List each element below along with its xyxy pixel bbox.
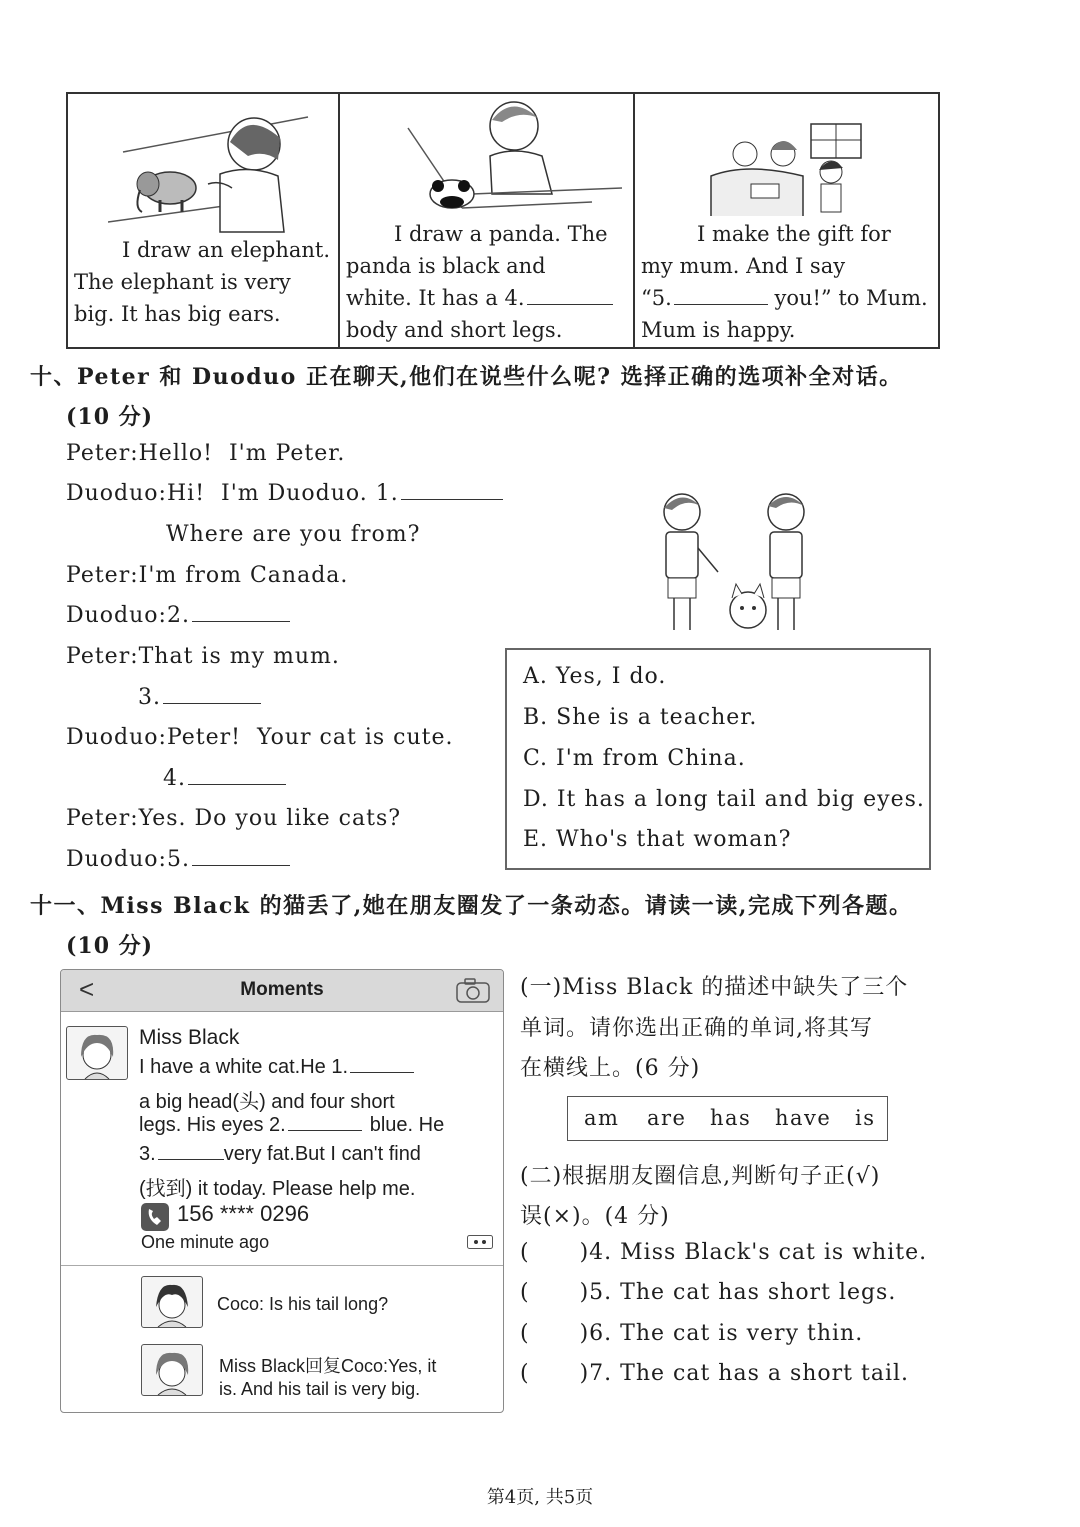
speaker-label: Duoduo: xyxy=(66,847,167,872)
story-box xyxy=(66,92,940,349)
post-time: One minute ago xyxy=(141,1232,270,1252)
dialogue-text: 5. xyxy=(166,847,190,872)
judge-answer-paren[interactable]: ( xyxy=(520,1321,530,1346)
dialogue-line-11 xyxy=(66,847,290,872)
judge-answer-paren[interactable]: ( xyxy=(520,1361,530,1386)
dialogue-line-9 xyxy=(163,766,286,791)
dialogue-text: 3. xyxy=(138,685,161,710)
part2-line-2: 误(×)。(4 分) xyxy=(520,1204,670,1229)
speaker-label: Duoduo: xyxy=(66,603,167,628)
post-line-3-text: legs. His eyes 2. xyxy=(139,1114,286,1136)
reply-line-1: Miss Black回复Coco:Yes, it xyxy=(219,1356,437,1376)
answer-blank-2[interactable] xyxy=(192,620,290,622)
judge-text: )6. The cat is very thin. xyxy=(579,1321,864,1346)
answer-blank-3[interactable] xyxy=(163,702,261,704)
section-11-heading: 十一、Miss Black 的猫丢了,她在朋友圈发了一条动态。请读一读,完成下列各题。 xyxy=(30,893,913,919)
word-are: are xyxy=(647,1106,687,1130)
post-blank-2[interactable] xyxy=(288,1129,362,1131)
dialogue-line-10 xyxy=(66,806,401,831)
post-blank-1[interactable] xyxy=(350,1071,414,1073)
answer-blank-1[interactable] xyxy=(401,498,503,500)
word-have: have xyxy=(775,1106,832,1130)
option-a: A. Yes, I do. xyxy=(523,664,667,689)
moments-title: Moments xyxy=(240,979,324,1000)
camera-icon[interactable] xyxy=(455,978,491,1004)
judge-item-6 xyxy=(520,1321,863,1346)
part2-line-1: (二)根据朋友圈信息,判断句子正(√) xyxy=(520,1164,881,1189)
post-line-3-tail: blue. He xyxy=(369,1114,445,1136)
post-line-1 xyxy=(139,1056,414,1079)
answer-blank-5[interactable] xyxy=(674,303,768,305)
dialogue-text: 4. xyxy=(163,766,186,791)
story-2-line-3 xyxy=(346,282,627,314)
dialogue-line-3: Where are you from? xyxy=(166,522,421,547)
dialogue-text: I'm from Canada. xyxy=(138,563,349,588)
option-b: B. She is a teacher. xyxy=(523,705,758,730)
judge-text: )5. The cat has short legs. xyxy=(579,1280,897,1305)
dialogue-line-6 xyxy=(66,644,340,669)
poster-name: Miss Black xyxy=(139,1026,240,1049)
story-2-line-1: I draw a panda. The xyxy=(394,222,608,246)
section-11-score: (10 分) xyxy=(66,933,154,959)
options-box xyxy=(505,648,931,870)
kids-with-cat-illustration xyxy=(652,488,822,640)
story-3-line-2: my mum. And I say xyxy=(641,254,846,278)
answer-blank-4-dialogue[interactable] xyxy=(188,783,286,785)
answer-blank-4[interactable] xyxy=(527,303,613,305)
option-c: C. I'm from China. xyxy=(523,746,746,771)
judge-answer-paren[interactable]: ( xyxy=(520,1240,530,1265)
post-line-4 xyxy=(139,1143,421,1166)
girl-avatar-icon xyxy=(142,1345,202,1395)
post-line-4-num: 3. xyxy=(139,1143,156,1165)
page-footer: 第4页, 共5页 xyxy=(486,1487,594,1508)
story-3-line-3-prefix: “5. xyxy=(641,286,672,310)
story-1-line-1: I draw an elephant. xyxy=(122,238,331,262)
speaker-label: Peter: xyxy=(66,806,139,831)
reply-line-2: is. And his tail is very big. xyxy=(219,1379,421,1399)
family-illustration xyxy=(707,120,907,220)
part1-line-2: 单词。请你选出正确的单词,将其写 xyxy=(520,1016,873,1041)
comment-coco: Coco: Is his tail long? xyxy=(217,1294,389,1314)
dialogue-text: Hi! I'm Duoduo. 1. xyxy=(166,481,399,506)
word-bank xyxy=(567,1096,888,1141)
answer-blank-5-dialogue[interactable] xyxy=(192,864,290,866)
speaker-label: Peter: xyxy=(66,563,139,588)
divider xyxy=(61,1265,503,1266)
judge-item-7 xyxy=(520,1361,909,1386)
post-line-3 xyxy=(139,1114,444,1137)
story-text-2 xyxy=(346,218,627,346)
word-am: am xyxy=(584,1106,620,1130)
miss-black-avatar xyxy=(66,1026,128,1080)
dialogue-line-8 xyxy=(66,725,453,750)
dialogue-line-1 xyxy=(66,441,345,466)
dialogue-text: Yes. Do you like cats? xyxy=(138,806,402,831)
miss-black-reply-avatar xyxy=(141,1344,203,1396)
post-line-2: a big head(头) and four short xyxy=(139,1091,395,1113)
moments-post xyxy=(60,969,504,1413)
dialogue-text: Hello! I'm Peter. xyxy=(138,441,346,466)
judge-item-4 xyxy=(520,1240,927,1265)
elephant-drawing-illustration xyxy=(108,112,328,242)
story-3-line-1: I make the gift for xyxy=(697,222,891,246)
story-3-line-4: Mum is happy. xyxy=(641,318,796,342)
coco-avatar-icon xyxy=(142,1277,202,1327)
story-text-3 xyxy=(641,218,932,346)
post-line-1-text: I have a white cat.He 1. xyxy=(139,1056,349,1078)
story-3-line-3-suffix: you!” to Mum. xyxy=(767,286,928,310)
judge-text: )7. The cat has a short tail. xyxy=(579,1361,910,1386)
judge-item-5 xyxy=(520,1280,896,1305)
dialogue-text: Peter! Your cat is cute. xyxy=(166,725,454,750)
back-icon[interactable]: < xyxy=(79,974,95,1004)
girl-avatar-icon xyxy=(67,1027,127,1079)
dialogue-line-7 xyxy=(138,685,261,710)
story-1-line-2: The elephant is very xyxy=(74,270,291,294)
story-cell-panda xyxy=(340,94,635,347)
judge-answer-paren[interactable]: ( xyxy=(520,1280,530,1305)
dialogue-text: 2. xyxy=(166,603,190,628)
judge-text: )4. Miss Black's cat is white. xyxy=(579,1240,928,1265)
story-cell-gift xyxy=(635,94,938,347)
speaker-label: Duoduo: xyxy=(66,725,167,750)
option-d: D. It has a long tail and big eyes. xyxy=(523,787,925,812)
section-10-heading: 十、Peter 和 Duoduo 正在聊天,他们在说些什么呢? 选择正确的选项补全对话。 xyxy=(30,364,903,390)
post-blank-3[interactable] xyxy=(158,1158,224,1160)
part1-line-1: (一)Miss Black 的描述中缺失了三个 xyxy=(520,975,909,1000)
story-3-line-3 xyxy=(641,282,932,314)
option-e: E. Who's that woman? xyxy=(523,827,792,852)
panda-drawing-illustration xyxy=(402,98,622,218)
coco-avatar xyxy=(141,1276,203,1328)
story-text-1 xyxy=(74,234,332,330)
story-cell-elephant xyxy=(68,94,340,347)
word-has: has xyxy=(710,1106,752,1130)
phone-number: 156 **** 0296 xyxy=(177,1201,310,1226)
dialogue-line-5 xyxy=(66,603,290,628)
post-line-5: (找到) it today. Please help me. xyxy=(139,1178,416,1200)
story-2-line-4: body and short legs. xyxy=(346,318,563,342)
section-10-score: (10 分) xyxy=(66,404,154,430)
speaker-label: Peter: xyxy=(66,644,139,669)
more-dots-icon[interactable] xyxy=(467,1235,493,1249)
speaker-label: Peter: xyxy=(66,441,139,466)
word-is: is xyxy=(855,1106,876,1130)
part1-line-3: 在横线上。(6 分) xyxy=(520,1056,701,1081)
post-line-4-text: very fat.But I can't find xyxy=(223,1143,421,1165)
speaker-label: Duoduo: xyxy=(66,481,167,506)
dialogue-text: That is my mum. xyxy=(138,644,340,669)
dialogue-line-4 xyxy=(66,563,348,588)
dialogue-line-2 xyxy=(66,481,503,506)
phone-icon xyxy=(141,1203,169,1231)
moments-header xyxy=(61,970,503,1012)
story-2-line-3-text: white. It has a 4. xyxy=(346,286,525,310)
story-1-line-3: big. It has big ears. xyxy=(74,302,281,326)
story-2-line-2: panda is black and xyxy=(346,254,546,278)
